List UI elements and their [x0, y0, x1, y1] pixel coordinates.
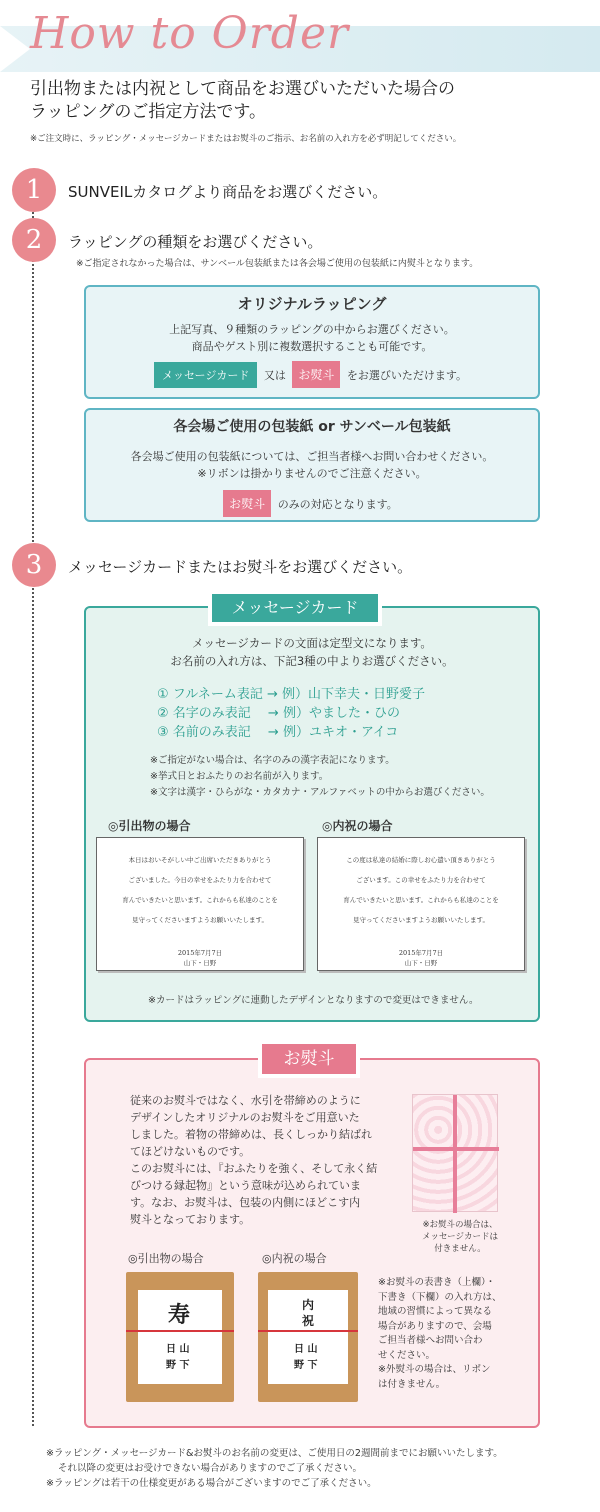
step-3-badge: 3	[12, 543, 56, 587]
name-option-3: ③ 名前のみ表記 → 例）ユキオ・アイコ	[157, 725, 399, 740]
step-1-badge: 1	[12, 168, 56, 212]
message-card-footer-note: ※カードはラッピングに連動したデザインとなりますので変更はできません。	[148, 995, 479, 1006]
noshi-side-note: ※お熨斗の表書き（上欄）・ 下書き（下欄）の入れ方は、 地域の習慣によって異なる 場合がありますので、会場 ご担当者様へお問い合わ せください。 ※外熨斗の場合は、リボン は付きません。	[378, 1277, 502, 1390]
noshi-description: 従来のお熨斗ではなく、水引を帯締めのように デザインしたオリジナルのお熨斗をご用意いた しました。着物の帯締めは、長くしっかり結ばれ てほどけないものです。 このお熨斗には、『おふたりを強く、そして永く結 びつける縁起物』という意味が込められていま す。なお、お熨斗は、包装の内側にほどこす内 熨斗となっております。	[130, 1094, 378, 1226]
noshi-label: お熨斗	[262, 1044, 356, 1074]
image-note: ※お熨斗の場合は、 メッセージカードは 付きません。	[422, 1220, 498, 1254]
noshi-gift-uchiiwai: 内 祝 日 山 野 下	[258, 1272, 358, 1402]
message-card-sample-hikidemono: 本日はおいそがしい中ご出席いただきありがとう ございました。今日の幸せをふたり力を合わせて 育んでいきたいと思います。これからも私達のことを 見守ってくださいますようお願いいたします。 2015年7月7日 山下・日野	[96, 837, 304, 971]
name-option-2: ② 名字のみ表記 → 例）やました・ひの	[157, 706, 400, 721]
lead-text: 引出物または内祝として商品をお選びいただいた場合の ラッピングのご指定方法です。	[30, 79, 455, 122]
case-hikidemono-title: ◎引出物の場合	[108, 819, 191, 833]
venue-wrapping-box: 各会場ご使用の包装紙 or サンベール包装紙 各会場ご使用の包装紙については、ご担当者様へお問い合わせください。 ※リボンは掛かりませんのでご注意ください。 お熨斗 のみの対応となります。	[84, 408, 540, 522]
noshi-tag: お熨斗	[223, 490, 271, 517]
step-timeline	[32, 196, 34, 1426]
case-uchiiwai-title: ◎内祝の場合	[322, 819, 393, 833]
step-3-text: メッセージカードまたはお熨斗をお選びください。	[68, 558, 413, 576]
step-2-note: ※ご指定されなかった場合は、サンベール包装紙または各会場ご使用の包装紙に内熨斗となります。	[76, 259, 479, 269]
step-2-text: ラッピングの種類をお選びください。	[68, 233, 323, 251]
page-title: How to Order	[30, 8, 350, 59]
message-card-label: メッセージカード	[212, 594, 378, 622]
noshi-gift-hikidemono: 寿 日 山 野 下	[126, 1272, 234, 1402]
order-note: ※ご注文時に、ラッピング・メッセージカードまたはお熨斗のご指示、お名前の入れ方を必ず明記してください。	[30, 134, 462, 144]
noshi-tag: お熨斗	[292, 361, 340, 388]
footer-notes: ※ラッピング・メッセージカード&お熨斗のお名前の変更は、ご使用日の2週間前までにお願いいたします。 それ以降の変更はお受けできない場合がありますのでご了承ください。 ※ラッピングは若干の仕様変更がある場合がございますのでご了承ください。	[46, 1448, 503, 1489]
message-card-tag: メッセージカード	[154, 362, 257, 388]
name-option-1: ① フルネーム表記 → 例）山下幸夫・日野愛子	[157, 687, 426, 702]
step-1-text: SUNVEILカタログより商品をお選びください。	[68, 183, 388, 201]
sakura-wrapping-image	[412, 1094, 498, 1212]
original-wrapping-title: オリジナルラッピング	[237, 295, 387, 313]
message-card-sample-uchiiwai: この度は私達の結婚に際しお心遣い頂きありがとう ございます。この幸せをふたり力を合わせて 育んでいきたいと思います。これからも私達のことを 見守ってくださいますようお願いいたします。 2015年7月7日 山下・日野	[317, 837, 525, 971]
venue-wrapping-title: 各会場ご使用の包装紙 or サンベール包装紙	[173, 419, 451, 435]
step-2-badge: 2	[12, 218, 56, 262]
original-wrapping-box: オリジナルラッピング 上記写真、９種類のラッピングの中からお選びください。 商品やゲスト別に複数選択することも可能です。 メッセージカード 又は お熨斗 をお選びいただけます。	[84, 285, 540, 399]
